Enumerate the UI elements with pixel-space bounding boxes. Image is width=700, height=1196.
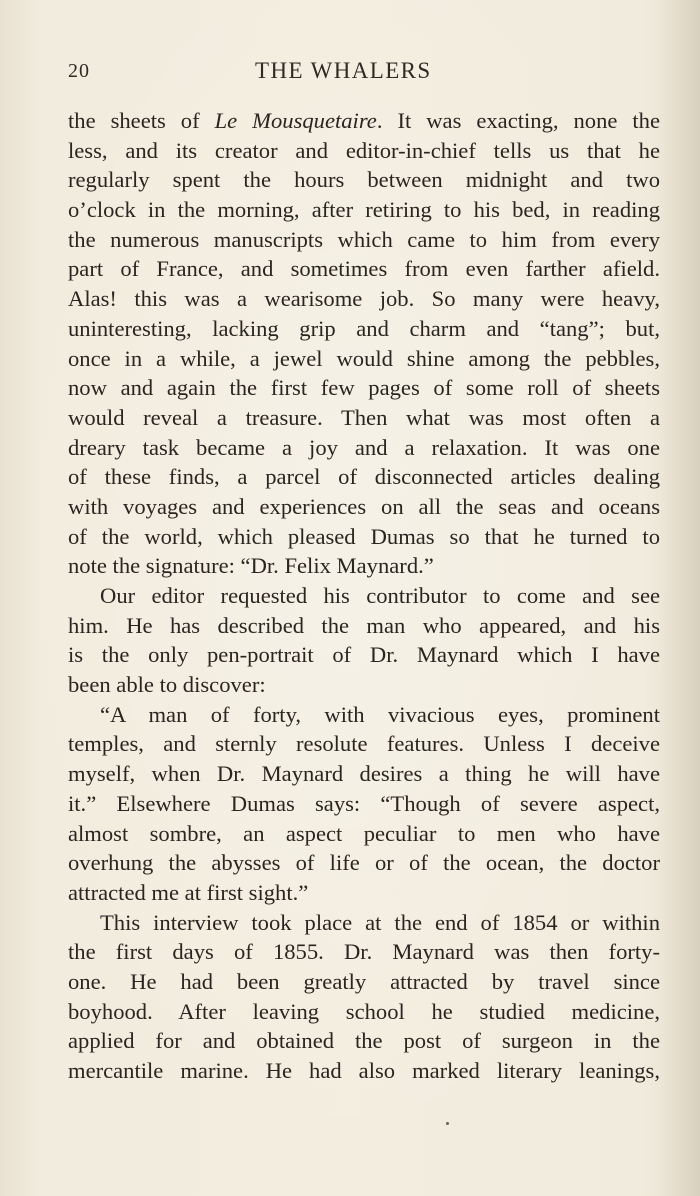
body-text (68, 106, 660, 1086)
line-text: uninteresting, lacking grip and charm and “tang”; but, (68, 315, 660, 341)
text-line (68, 373, 660, 403)
text-line (68, 908, 660, 938)
line-text: myself, when Dr. Maynard desires a thing he will have (68, 761, 660, 787)
text-line (68, 819, 660, 849)
line-text: part of France, and sometimes from even farther afield. (68, 256, 660, 282)
text-line (68, 729, 660, 759)
line-text: boyhood. After leaving school he studied medicine, (68, 998, 660, 1024)
line-text: applied for and obtained the post of surgeon in the (68, 1028, 660, 1054)
line-text: Alas! this was a wearisome job. So many were heavy, (68, 286, 660, 312)
line-text: Our editor requested his contributor to come and see (100, 583, 660, 608)
text-line (68, 136, 660, 166)
line-text: overhung the abysses of life or of the ocean, the doctor (68, 850, 660, 876)
text-line (68, 433, 660, 463)
line-text: the numerous manuscripts which came to him from every (68, 226, 660, 252)
text-line (68, 878, 660, 908)
line-text: been able to discover: (68, 672, 266, 698)
line-text: is the only pen-portrait of Dr. Maynard which I have (68, 642, 660, 668)
text-line (68, 106, 660, 136)
text-line (68, 581, 660, 611)
text-line (68, 551, 660, 581)
text-line (68, 403, 660, 433)
line-text: less, and its creator and editor-in-chief tells us that he (68, 137, 660, 163)
text-line (68, 611, 660, 641)
running-head: THE WHALERS (255, 58, 432, 83)
page-header (68, 56, 660, 88)
text-line (68, 462, 660, 492)
line-text: temples, and sternly resolute features. Unless I deceive (68, 731, 660, 757)
text-line (68, 789, 660, 819)
text-line (68, 1026, 660, 1056)
line-text: attracted me at first sight.” (68, 879, 309, 905)
line-text: of these finds, a parcel of disconnected articles dealing (68, 464, 660, 490)
text-line (68, 195, 660, 225)
line-text: would reveal a treasure. Then what was most often a (68, 404, 660, 430)
line-text: o’clock in the morning, after retiring to his bed, in reading (68, 197, 660, 223)
line-text: dreary task became a joy and a relaxation. It was one (68, 434, 660, 460)
text-line (68, 225, 660, 255)
text-line (68, 670, 660, 700)
text-line (68, 1056, 660, 1086)
line-text: almost sombre, an aspect peculiar to men who have (68, 820, 660, 846)
line-italic-text: Le Mousquetaire (214, 108, 377, 133)
line-text: of the world, which pleased Dumas so that he turned to (68, 523, 660, 549)
line-text: now and again the first few pages of some roll of sheets (68, 375, 660, 401)
text-line (68, 967, 660, 997)
text-line (68, 492, 660, 522)
text-line (68, 848, 660, 878)
line-text: him. He has described the man who appeared, and his (68, 612, 660, 638)
text-line (68, 937, 660, 967)
line-text: it.” Elsewhere Dumas says: “Though of severe aspect, (68, 790, 660, 816)
line-text: with voyages and experiences on all the seas and oceans (68, 493, 660, 519)
text-line (68, 284, 660, 314)
line-text: mercantile marine. He had also marked literary leanings, (68, 1058, 660, 1083)
text-line (68, 522, 660, 552)
line-text: the sheets of (68, 108, 215, 133)
line-text: This interview took place at the end of 1854 or within (100, 909, 660, 935)
line-text: once in a while, a jewel would shine among the pebbles, (68, 345, 660, 371)
text-line (68, 165, 660, 195)
text-line (68, 640, 660, 670)
page-speck (446, 1122, 449, 1125)
page-edge-shadow (660, 0, 700, 1196)
line-text: regularly spent the hours between midnight and two (68, 167, 660, 193)
text-line (68, 759, 660, 789)
line-text: the first days of 1855. Dr. Maynard was then forty- (68, 939, 660, 965)
text-line (68, 314, 660, 344)
line-text: one. He had been greatly attracted by travel since (68, 968, 660, 994)
text-line (68, 997, 660, 1027)
text-line (68, 254, 660, 284)
line-text: “A man of forty, with vivacious eyes, prominent (100, 701, 660, 727)
line-text-after: . It was exacting, none the (376, 108, 660, 133)
page-number: 20 (68, 60, 90, 82)
text-line (68, 700, 660, 730)
text-line (68, 344, 660, 374)
line-text: note the signature: “Dr. Felix Maynard.” (68, 553, 434, 579)
